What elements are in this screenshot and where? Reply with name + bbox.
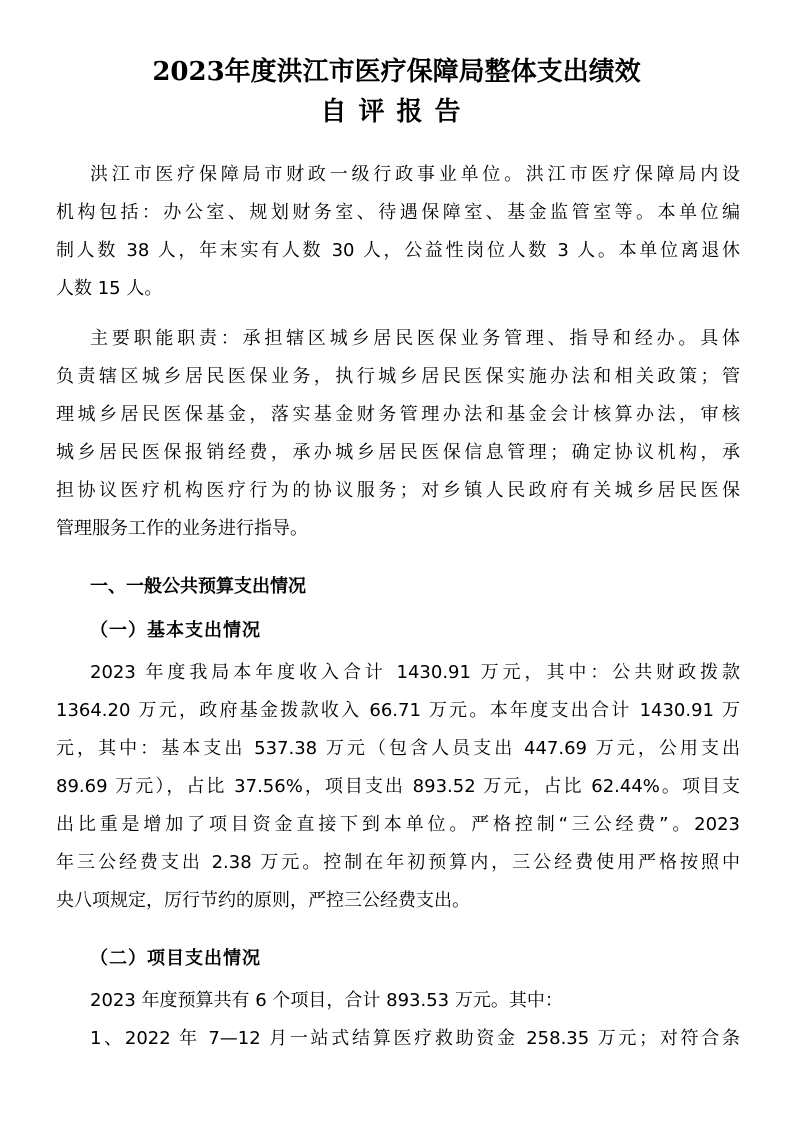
- paragraph-line: 出比重是增加了项目资金直接下到本单位。严格控制“三公经费”。2023: [56, 814, 740, 835]
- report-title-line-2: 自评报告: [320, 97, 473, 127]
- paragraph-line: 2023 年度预算共有 6 个项目，合计 893.53 万元。其中：: [90, 990, 563, 1011]
- paragraph-line: 主要职能职责：承担辖区城乡居民医保业务管理、指导和经办。具体: [90, 328, 740, 349]
- paragraph-line: 机构包括：办公室、规划财务室、待遇保障室、基金监管室等。本单位编: [56, 202, 740, 223]
- subsection-heading: （一）基本支出情况: [90, 620, 261, 641]
- paragraph-line: 理城乡居民医保基金，落实基金财务管理办法和基金会计核算办法，审核: [56, 404, 740, 425]
- paragraph-line: 制人数 38 人，年末实有人数 30 人，公益性岗位人数 3 人。本单位离退休: [56, 240, 740, 261]
- paragraph-line: 1、2022 年 7—12 月一站式结算医疗救助资金 258.35 万元；对符合条: [90, 1028, 740, 1049]
- report-title-line-1: 2023年度洪江市医疗保障局整体支出绩效: [152, 57, 641, 87]
- paragraph-line: 2023 年度我局本年度收入合计 1430.91 万元，其中：公共财政拨款: [90, 662, 740, 683]
- paragraph-line: 管理服务工作的业务进行指导。: [56, 518, 308, 539]
- paragraph-line: 人数 15 人。: [56, 278, 163, 299]
- paragraph-line: 年三公经费支出 2.38 万元。控制在年初预算内，三公经费使用严格按照中: [56, 852, 740, 873]
- section-heading: 一、一般公共预算支出情况: [90, 576, 306, 597]
- paragraph-line: 1364.20 万元，政府基金拨款收入 66.71 万元。本年度支出合计 1430.91 万: [56, 700, 740, 721]
- paragraph-line: 央八项规定，厉行节约的原则，严控三公经费支出。: [56, 890, 470, 911]
- paragraph-line: 89.69 万元），占比 37.56%，项目支出 893.52 万元，占比 62.44%。项目支: [56, 776, 740, 797]
- paragraph-line: 担协议医疗机构医疗行为的协议服务；对乡镇人民政府有关城乡居民医保: [56, 480, 740, 501]
- paragraph-line: 洪江市医疗保障局市财政一级行政事业单位。洪江市医疗保障局内设: [90, 164, 740, 185]
- paragraph-line: 城乡居民医保报销经费，承办城乡居民医保信息管理；确定协议机构，承: [56, 442, 740, 463]
- subsection-heading: （二）项目支出情况: [90, 948, 261, 969]
- paragraph-line: 元，其中：基本支出 537.38 万元（包含人员支出 447.69 万元，公用支出: [56, 738, 740, 759]
- paragraph-line: 负责辖区城乡居民医保业务，执行城乡居民医保实施办法和相关政策；管: [56, 366, 740, 387]
